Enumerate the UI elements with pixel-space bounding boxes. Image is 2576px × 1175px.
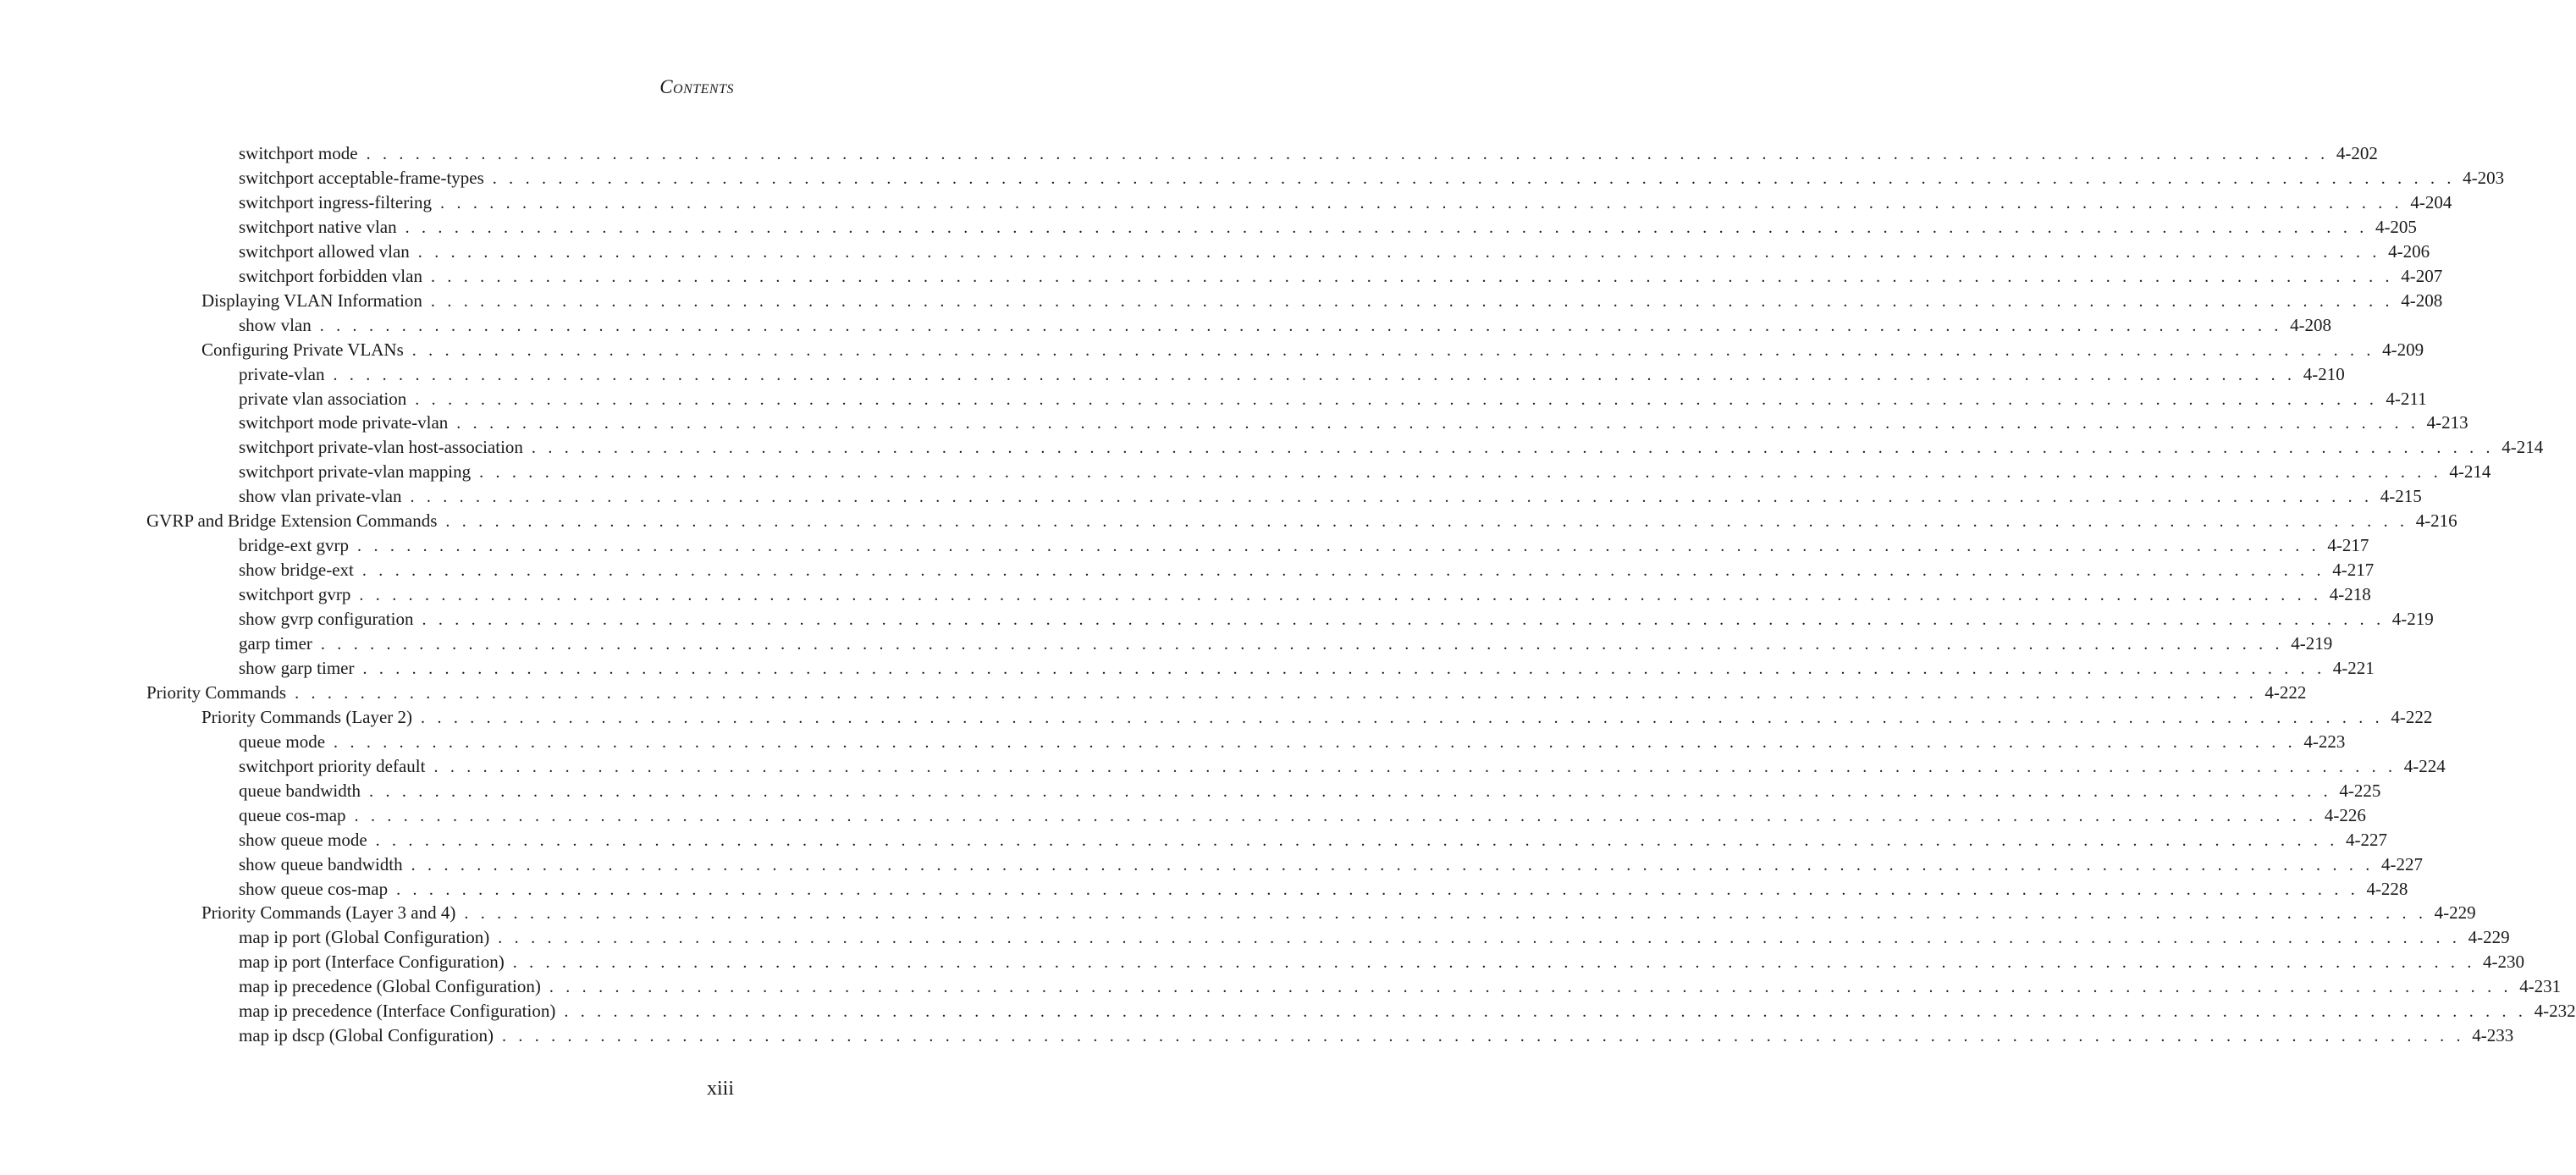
toc-entry-label: Priority Commands (Layer 2) bbox=[201, 706, 413, 727]
toc-entry-page: 4-210 bbox=[2303, 363, 2345, 384]
dot-leader: . . . . . . . . . . . . . . . . . . . . . . . . . . . . . . . . . . . . . . . . . . . . . . . . . . . . . . . . . . . . . . . . . . . . . . . . . . . . . . . . . . . . . . . . . . . . . . . . . . . . . . . . . . . . . . . . . . . . . . . . bbox=[501, 1027, 2465, 1046]
toc-entry-page: 4-224 bbox=[2403, 755, 2446, 776]
toc-entry-label: Displaying VLAN Information bbox=[201, 290, 422, 311]
toc-entry-label: show vlan private-vlan bbox=[239, 486, 402, 507]
dot-leader: . . . . . . . . . . . . . . . . . . . . . . . . . . . . . . . . . . . . . . . . . . . . . . . . . . . . . . . . . . . . . . . . . . . . . . . . . . . . . . . . . . . . . . . . . . . . . . . . . . . . . . . . . . . . . . . . . . . . . . . . bbox=[421, 708, 2384, 727]
toc-entry-page: 4-221 bbox=[2332, 657, 2375, 678]
dot-leader: . . . . . . . . . . . . . . . . . . . . . . . . . . . . . . . . . . . . . . . . . . . . . . . . . . . . . . . . . . . . . . . . . . . . . . . . . . . . . . . . . . . . . . . . . . . . . . . . . . . . . . . . . . . . . . . . . . . . . . . . bbox=[369, 781, 2332, 801]
toc-entry[interactable] bbox=[239, 803, 2366, 828]
dot-leader: . . . . . . . . . . . . . . . . . . . . . . . . . . . . . . . . . . . . . . . . . . . . . . . . . . . . . . . . . . . . . . . . . . . . . . . . . . . . . . . . . . . . . . . . . . . . . . . . . . . . . . . . . . . . . . . . . . . . . . . . bbox=[320, 635, 2284, 654]
dot-leader: . . . . . . . . . . . . . . . . . . . . . . . . . . . . . . . . . . . . . . . . . . . . . . . . . . . . . . . . . . . . . . . . . . . . . . . . . . . . . . . . . . . . . . . . . . . . . . . . . . . . . . . . . . . . . . . . . . . . . . . . bbox=[549, 978, 2513, 997]
toc-entry[interactable] bbox=[239, 141, 2378, 166]
toc-entry-page: 4-207 bbox=[2401, 265, 2443, 286]
dot-leader: . . . . . . . . . . . . . . . . . . . . . . . . . . . . . . . . . . . . . . . . . . . . . . . . . . . . . . . . . . . . . . . . . . . . . . . . . . . . . . . . . . . . . . . . . . . . . . . . . . . . . . . . . . . . . . . . . . . . . . . . bbox=[417, 242, 2381, 262]
dot-leader: . . . . . . . . . . . . . . . . . . . . . . . . . . . . . . . . . . . . . . . . . . . . . . . . . . . . . . . . . . . . . . . . . . . . . . . . . . . . . . . . . . . . . . . . . . . . . . . . . . . . . . . . . . . . . . . . . . . . . . . . bbox=[445, 512, 2408, 532]
dot-leader: . . . . . . . . . . . . . . . . . . . . . . . . . . . . . . . . . . . . . . . . . . . . . . . . . . . . . . . . . . . . . . . . . . . . . . . . . . . . . . . . . . . . . . . . . . . . . . . . . . . . . . . . . . . . . . . . . . . . . . . . bbox=[375, 830, 2338, 850]
toc-entry-page: 4-214 bbox=[2449, 461, 2491, 483]
toc-entry-page: 4-202 bbox=[2336, 143, 2378, 163]
toc-entry-label: switchport forbidden vlan bbox=[239, 265, 422, 286]
toc-entry-label: switchport private-vlan host-association bbox=[239, 437, 523, 458]
toc-entry-page: 4-215 bbox=[2380, 486, 2422, 507]
dot-leader: . . . . . . . . . . . . . . . . . . . . . . . . . . . . . . . . . . . . . . . . . . . . . . . . . . . . . . . . . . . . . . . . . . . . . . . . . . . . . . . . . . . . . . . . . . . . . . . . . . . . . . . . . . . . . . . . . . . . . . . . bbox=[405, 218, 2368, 237]
toc-entry-page: 4-231 bbox=[2519, 976, 2562, 997]
toc-entry[interactable] bbox=[239, 558, 2375, 582]
toc-entry[interactable] bbox=[201, 338, 2424, 362]
toc-entry-label: queue mode bbox=[239, 731, 326, 752]
toc-entry-page: 4-227 bbox=[2380, 853, 2423, 874]
toc-entry-label: map ip precedence (Global Configuration) bbox=[239, 976, 541, 997]
toc-entry[interactable] bbox=[201, 705, 2433, 730]
toc-entry-page: 4-206 bbox=[2388, 240, 2430, 262]
toc-entry[interactable] bbox=[201, 289, 2443, 313]
toc-entry-label: map ip port (Interface Configuration) bbox=[239, 952, 505, 973]
dot-leader: . . . . . . . . . . . . . . . . . . . . . . . . . . . . . . . . . . . . . . . . . . . . . . . . . . . . . . . . . . . . . . . . . . . . . . . . . . . . . . . . . . . . . . . . . . . . . . . . . . . . . . . . . . . . . . . . . . . . . . . . bbox=[433, 757, 2397, 776]
toc-entry[interactable] bbox=[239, 362, 2345, 387]
dot-leader: . . . . . . . . . . . . . . . . . . . . . . . . . . . . . . . . . . . . . . . . . . . . . . . . . . . . . . . . . . . . . . . . . . . . . . . . . . . . . . . . . . . . . . . . . . . . . . . . . . . . . . . . . . . . . . . . . . . . . . . . bbox=[456, 414, 2419, 433]
toc-entry-page: 4-209 bbox=[2382, 339, 2424, 360]
toc-entry[interactable] bbox=[239, 533, 2369, 558]
toc-entry[interactable] bbox=[239, 754, 2446, 779]
toc-entry[interactable] bbox=[239, 730, 2346, 754]
dot-leader: . . . . . . . . . . . . . . . . . . . . . . . . . . . . . . . . . . . . . . . . . . . . . . . . . . . . . . . . . . . . . . . . . . . . . . . . . . . . . . . . . . . . . . . . . . . . . . . . . . . . . . . . . . . . . . . . . . . . . . . . bbox=[531, 439, 2495, 458]
toc-entry[interactable] bbox=[239, 828, 2387, 852]
dot-leader: . . . . . . . . . . . . . . . . . . . . . . . . . . . . . . . . . . . . . . . . . . . . . . . . . . . . . . . . . . . . . . . . . . . . . . . . . . . . . . . . . . . . . . . . . . . . . . . . . . . . . . . . . . . . . . . . . . . . . . . . bbox=[362, 659, 2325, 678]
dot-leader: . . . . . . . . . . . . . . . . . . . . . . . . . . . . . . . . . . . . . . . . . . . . . . . . . . . . . . . . . . . . . . . . . . . . . . . . . . . . . . . . . . . . . . . . . . . . . . . . . . . . . . . . . . . . . . . . . . . . . . . . bbox=[479, 463, 2442, 483]
toc-entry[interactable] bbox=[239, 582, 2371, 607]
toc-entry-page: 4-204 bbox=[2410, 191, 2452, 212]
toc-entry-page: 4-216 bbox=[2415, 510, 2457, 532]
toc-entry[interactable] bbox=[201, 901, 2476, 925]
toc-entry-label: Priority Commands bbox=[146, 681, 287, 703]
dot-leader: . . . . . . . . . . . . . . . . . . . . . . . . . . . . . . . . . . . . . . . . . . . . . . . . . . . . . . . . . . . . . . . . . . . . . . . . . . . . . . . . . . . . . . . . . . . . . . . . . . . . . . . . . . . . . . . . . . . . . . . . bbox=[512, 953, 2476, 973]
running-header: Contents bbox=[659, 76, 734, 97]
dot-leader: . . . . . . . . . . . . . . . . . . . . . . . . . . . . . . . . . . . . . . . . . . . . . . . . . . . . . . . . . . . . . . . . . . . . . . . . . . . . . . . . . . . . . . . . . . . . . . . . . . . . . . . . . . . . . . . . . . . . . . . . bbox=[422, 610, 2385, 630]
toc-entry-label: map ip dscp (Global Configuration) bbox=[239, 1025, 494, 1046]
toc-entry-label: garp timer bbox=[239, 633, 312, 654]
dot-leader: . . . . . . . . . . . . . . . . . . . . . . . . . . . . . . . . . . . . . . . . . . . . . . . . . . . . . . . . . . . . . . . . . . . . . . . . . . . . . . . . . . . . . . . . . . . . . . . . . . . . . . . . . . . . . . . . . . . . . . . . bbox=[396, 880, 2359, 899]
toc-entry-page: 4-203 bbox=[2463, 167, 2505, 188]
toc-entry-label: private-vlan bbox=[239, 363, 325, 384]
toc-entry-label: queue cos-map bbox=[239, 804, 346, 825]
toc-entry-label: Priority Commands (Layer 3 and 4) bbox=[201, 902, 456, 924]
toc-entry-page: 4-223 bbox=[2303, 731, 2346, 752]
dot-leader: . . . . . . . . . . . . . . . . . . . . . . . . . . . . . . . . . . . . . . . . . . . . . . . . . . . . . . . . . . . . . . . . . . . . . . . . . . . . . . . . . . . . . . . . . . . . . . . . . . . . . . . . . . . . . . . . . . . . . . . . bbox=[319, 316, 2283, 335]
toc-entry-label: show queue bandwidth bbox=[239, 853, 403, 874]
toc-entry-label: bridge-ext gvrp bbox=[239, 535, 350, 556]
toc-entry-page: 4-205 bbox=[2375, 216, 2417, 237]
toc-entry[interactable] bbox=[239, 240, 2430, 264]
page-number: xiii bbox=[706, 1078, 734, 1100]
toc-entry-label: private vlan association bbox=[239, 388, 407, 409]
toc-entry-page: 4-233 bbox=[2472, 1025, 2514, 1046]
toc-entry-label: switchport gvrp bbox=[239, 584, 351, 605]
toc-entry[interactable] bbox=[239, 313, 2332, 338]
toc-entry-label: map ip precedence (Interface Configuration) bbox=[239, 1001, 556, 1022]
toc-entry-label: switchport mode private-vlan bbox=[239, 412, 449, 433]
dot-leader: . . . . . . . . . . . . . . . . . . . . . . . . . . . . . . . . . . . . . . . . . . . . . . . . . . . . . . . . . . . . . . . . . . . . . . . . . . . . . . . . . . . . . . . . . . . . . . . . . . . . . . . . . . . . . . . . . . . . . . . . bbox=[295, 683, 2258, 703]
toc-entry[interactable] bbox=[239, 999, 2576, 1023]
toc-entry[interactable] bbox=[239, 632, 2333, 656]
toc-entry-page: 4-217 bbox=[2327, 535, 2369, 556]
toc-entry[interactable] bbox=[239, 215, 2417, 240]
toc-entry[interactable] bbox=[239, 190, 2452, 215]
toc-entry-label: map ip port (Global Configuration) bbox=[239, 927, 490, 948]
toc-entry[interactable] bbox=[239, 435, 2544, 460]
toc-entry-label: queue bandwidth bbox=[239, 780, 361, 801]
toc-entry-page: 4-208 bbox=[2290, 314, 2332, 335]
toc-entry-page: 4-227 bbox=[2345, 829, 2387, 850]
toc-entry-page: 4-230 bbox=[2483, 952, 2525, 973]
dot-leader: . . . . . . . . . . . . . . . . . . . . . . . . . . . . . . . . . . . . . . . . . . . . . . . . . . . . . . . . . . . . . . . . . . . . . . . . . . . . . . . . . . . . . . . . . . . . . . . . . . . . . . . . . . . . . . . . . . . . . . . . bbox=[361, 561, 2325, 581]
toc-entry-label: Configuring Private VLANs bbox=[201, 339, 404, 360]
toc-entry[interactable] bbox=[239, 607, 2434, 632]
dot-leader: . . . . . . . . . . . . . . . . . . . . . . . . . . . . . . . . . . . . . . . . . . . . . . . . . . . . . . . . . . . . . . . . . . . . . . . . . . . . . . . . . . . . . . . . . . . . . . . . . . . . . . . . . . . . . . . . . . . . . . . . bbox=[357, 537, 2320, 556]
toc-entry[interactable] bbox=[239, 877, 2408, 902]
toc-entry-label: show gvrp configuration bbox=[239, 609, 414, 630]
toc-entry[interactable] bbox=[239, 852, 2423, 877]
dot-leader: . . . . . . . . . . . . . . . . . . . . . . . . . . . . . . . . . . . . . . . . . . . . . . . . . . . . . . . . . . . . . . . . . . . . . . . . . . . . . . . . . . . . . . . . . . . . . . . . . . . . . . . . . . . . . . . . . . . . . . . . bbox=[440, 193, 2403, 212]
toc-entry-label: show garp timer bbox=[239, 657, 355, 678]
toc-entry-page: 4-226 bbox=[2324, 804, 2366, 825]
dot-leader: . . . . . . . . . . . . . . . . . . . . . . . . . . . . . . . . . . . . . . . . . . . . . . . . . . . . . . . . . . . . . . . . . . . . . . . . . . . . . . . . . . . . . . . . . . . . . . . . . . . . . . . . . . . . . . . . . . . . . . . . bbox=[415, 389, 2378, 409]
toc-entry-page: 4-213 bbox=[2426, 412, 2468, 433]
toc-entry[interactable] bbox=[239, 411, 2468, 435]
dot-leader: . . . . . . . . . . . . . . . . . . . . . . . . . . . . . . . . . . . . . . . . . . . . . . . . . . . . . . . . . . . . . . . . . . . . . . . . . . . . . . . . . . . . . . . . . . . . . . . . . . . . . . . . . . . . . . . . . . . . . . . . bbox=[492, 168, 2456, 188]
toc-entry[interactable] bbox=[239, 387, 2427, 411]
toc-entry[interactable] bbox=[239, 974, 2562, 999]
toc-entry-page: 4-228 bbox=[2366, 878, 2408, 899]
toc-entry-label: GVRP and Bridge Extension Commands bbox=[146, 510, 438, 532]
dot-leader: . . . . . . . . . . . . . . . . . . . . . . . . . . . . . . . . . . . . . . . . . . . . . . . . . . . . . . . . . . . . . . . . . . . . . . . . . . . . . . . . . . . . . . . . . . . . . . . . . . . . . . . . . . . . . . . . . . . . . . . . bbox=[411, 855, 2374, 874]
dot-leader: . . . . . . . . . . . . . . . . . . . . . . . . . . . . . . . . . . . . . . . . . . . . . . . . . . . . . . . . . . . . . . . . . . . . . . . . . . . . . . . . . . . . . . . . . . . . . . . . . . . . . . . . . . . . . . . . . . . . . . . . bbox=[333, 365, 2296, 384]
toc-entry-page: 4-229 bbox=[2434, 902, 2476, 924]
toc-entry-label: switchport native vlan bbox=[239, 216, 397, 237]
toc-entry-label: switchport private-vlan mapping bbox=[239, 461, 472, 483]
toc-entry-page: 4-211 bbox=[2386, 388, 2427, 409]
toc-entry-page: 4-214 bbox=[2502, 437, 2544, 458]
toc-entry[interactable] bbox=[239, 484, 2422, 509]
dot-leader: . . . . . . . . . . . . . . . . . . . . . . . . . . . . . . . . . . . . . . . . . . . . . . . . . . . . . . . . . . . . . . . . . . . . . . . . . . . . . . . . . . . . . . . . . . . . . . . . . . . . . . . . . . . . . . . . . . . . . . . . bbox=[564, 1002, 2527, 1022]
toc-entry[interactable] bbox=[239, 950, 2525, 974]
toc-entry[interactable] bbox=[239, 925, 2510, 950]
toc-entry-page: 4-232 bbox=[2534, 1001, 2576, 1022]
dot-leader: . . . . . . . . . . . . . . . . . . . . . . . . . . . . . . . . . . . . . . . . . . . . . . . . . . . . . . . . . . . . . . . . . . . . . . . . . . . . . . . . . . . . . . . . . . . . . . . . . . . . . . . . . . . . . . . . . . . . . . . . bbox=[366, 145, 2329, 163]
toc-entry-page: 4-219 bbox=[2291, 633, 2333, 654]
toc-entry-page: 4-225 bbox=[2339, 780, 2381, 801]
toc-entry-label: show vlan bbox=[239, 314, 312, 335]
toc-entry[interactable] bbox=[239, 166, 2505, 190]
toc-entry-label: show queue cos-map bbox=[239, 878, 389, 899]
toc-entry[interactable] bbox=[239, 460, 2491, 484]
dot-leader: . . . . . . . . . . . . . . . . . . . . . . . . . . . . . . . . . . . . . . . . . . . . . . . . . . . . . . . . . . . . . . . . . . . . . . . . . . . . . . . . . . . . . . . . . . . . . . . . . . . . . . . . . . . . . . . . . . . . . . . . bbox=[410, 488, 2373, 507]
dot-leader: . . . . . . . . . . . . . . . . . . . . . . . . . . . . . . . . . . . . . . . . . . . . . . . . . . . . . . . . . . . . . . . . . . . . . . . . . . . . . . . . . . . . . . . . . . . . . . . . . . . . . . . . . . . . . . . . . . . . . . . . bbox=[464, 904, 2427, 924]
toc-entry-label: switchport allowed vlan bbox=[239, 240, 410, 262]
toc-entry-page: 4-222 bbox=[2391, 706, 2433, 727]
dot-leader: . . . . . . . . . . . . . . . . . . . . . . . . . . . . . . . . . . . . . . . . . . . . . . . . . . . . . . . . . . . . . . . . . . . . . . . . . . . . . . . . . . . . . . . . . . . . . . . . . . . . . . . . . . . . . . . . . . . . . . . . bbox=[411, 340, 2375, 360]
dot-leader: . . . . . . . . . . . . . . . . . . . . . . . . . . . . . . . . . . . . . . . . . . . . . . . . . . . . . . . . . . . . . . . . . . . . . . . . . . . . . . . . . . . . . . . . . . . . . . . . . . . . . . . . . . . . . . . . . . . . . . . . bbox=[334, 732, 2297, 752]
toc-entry-label: switchport ingress-filtering bbox=[239, 191, 433, 212]
toc-entry[interactable] bbox=[239, 264, 2443, 289]
toc-entry[interactable] bbox=[239, 656, 2375, 681]
toc-entry[interactable] bbox=[146, 509, 2457, 533]
toc-entry-page: 4-222 bbox=[2264, 681, 2307, 703]
toc-entry-label: show queue mode bbox=[239, 829, 367, 850]
toc-entry-label: switchport mode bbox=[239, 143, 358, 163]
toc-entry[interactable] bbox=[146, 681, 2307, 705]
dot-leader: . . . . . . . . . . . . . . . . . . . . . . . . . . . . . . . . . . . . . . . . . . . . . . . . . . . . . . . . . . . . . . . . . . . . . . . . . . . . . . . . . . . . . . . . . . . . . . . . . . . . . . . . . . . . . . . . . . . . . . . . bbox=[498, 929, 2461, 948]
toc-entry[interactable] bbox=[239, 779, 2381, 803]
toc-entry-page: 4-208 bbox=[2401, 290, 2443, 311]
toc-entry-page: 4-229 bbox=[2468, 927, 2510, 948]
toc-entry[interactable] bbox=[239, 1023, 2514, 1048]
toc-entry-label: switchport priority default bbox=[239, 755, 426, 776]
toc-entry-label: switchport acceptable-frame-types bbox=[239, 167, 484, 188]
dot-leader: . . . . . . . . . . . . . . . . . . . . . . . . . . . . . . . . . . . . . . . . . . . . . . . . . . . . . . . . . . . . . . . . . . . . . . . . . . . . . . . . . . . . . . . . . . . . . . . . . . . . . . . . . . . . . . . . . . . . . . . . bbox=[354, 806, 2317, 825]
toc-entry-page: 4-217 bbox=[2332, 560, 2375, 581]
dot-leader: . . . . . . . . . . . . . . . . . . . . . . . . . . . . . . . . . . . . . . . . . . . . . . . . . . . . . . . . . . . . . . . . . . . . . . . . . . . . . . . . . . . . . . . . . . . . . . . . . . . . . . . . . . . . . . . . . . . . . . . . bbox=[430, 267, 2394, 286]
toc-entry-label: show bridge-ext bbox=[239, 560, 354, 581]
toc-entry-page: 4-218 bbox=[2329, 584, 2371, 605]
toc-entry-page: 4-219 bbox=[2391, 609, 2434, 630]
dot-leader: . . . . . . . . . . . . . . . . . . . . . . . . . . . . . . . . . . . . . . . . . . . . . . . . . . . . . . . . . . . . . . . . . . . . . . . . . . . . . . . . . . . . . . . . . . . . . . . . . . . . . . . . . . . . . . . . . . . . . . . . bbox=[430, 291, 2394, 311]
dot-leader: . . . . . . . . . . . . . . . . . . . . . . . . . . . . . . . . . . . . . . . . . . . . . . . . . . . . . . . . . . . . . . . . . . . . . . . . . . . . . . . . . . . . . . . . . . . . . . . . . . . . . . . . . . . . . . . . . . . . . . . . bbox=[359, 586, 2322, 605]
